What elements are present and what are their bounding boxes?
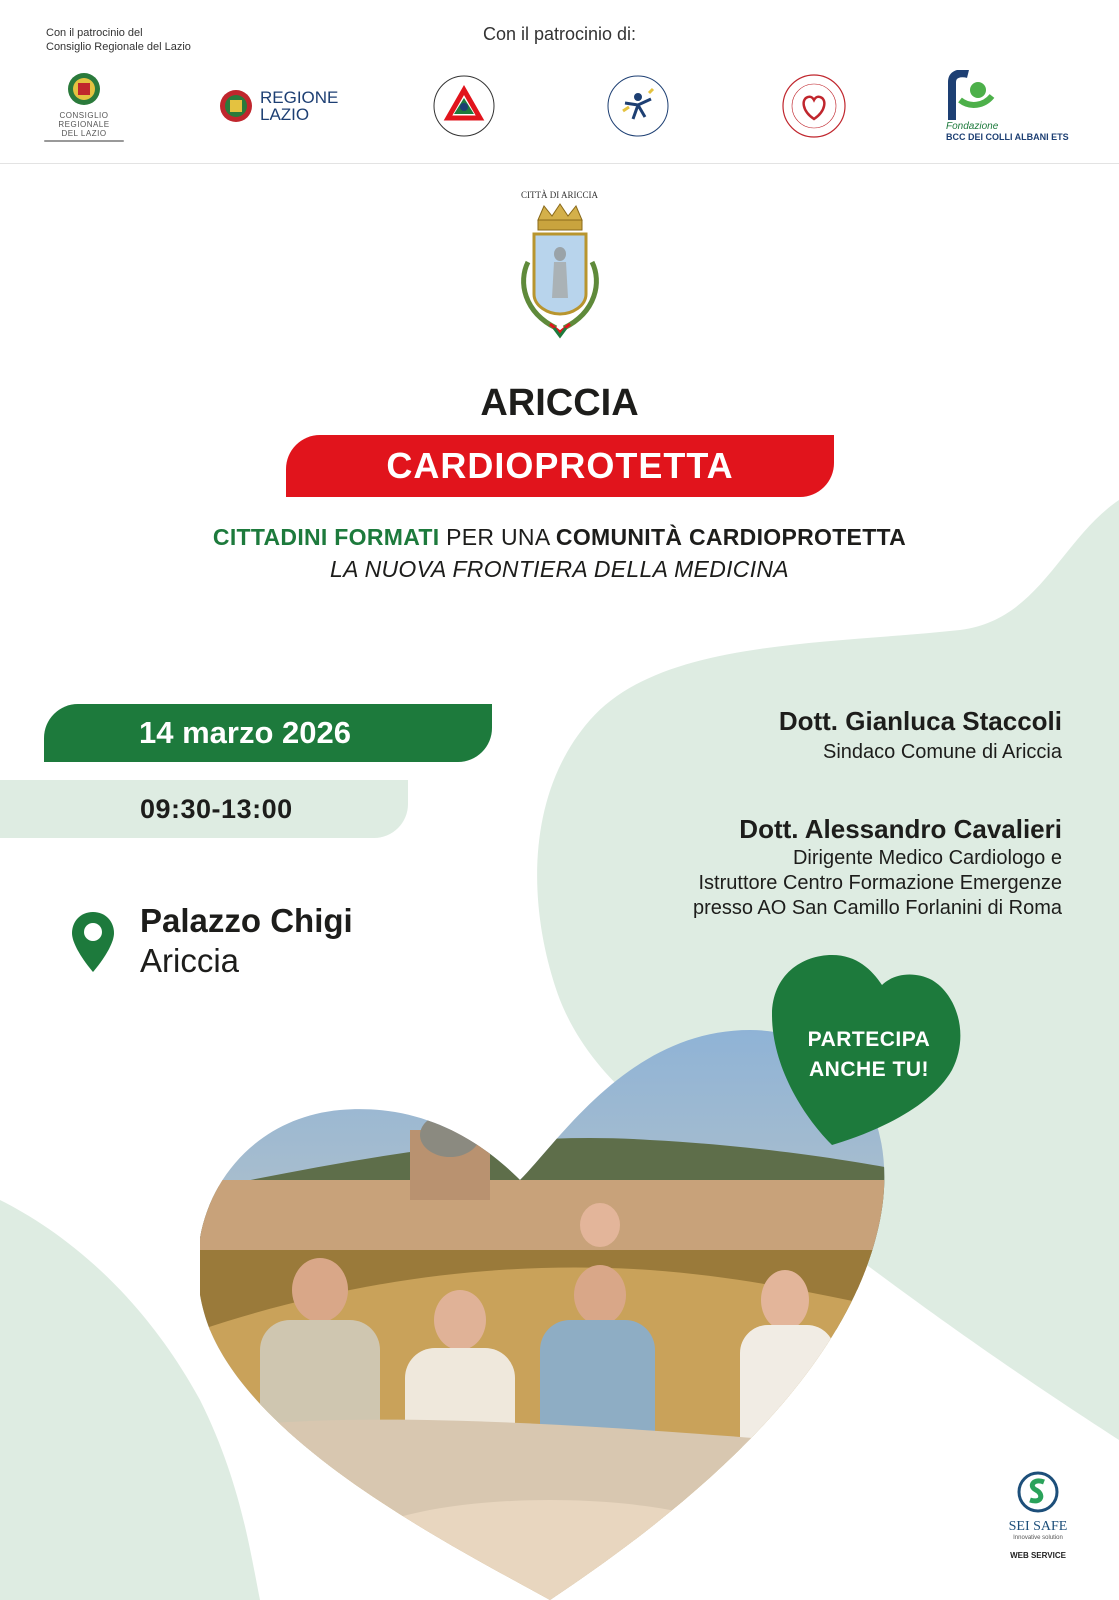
insieme-sociale-logo xyxy=(776,66,852,146)
sei-safe-brand xyxy=(998,1470,1078,1560)
event-date: 14 marzo 2026 xyxy=(139,715,351,750)
event-time: 09:30-13:00 xyxy=(140,793,293,824)
humanitas-icon xyxy=(603,71,673,141)
person-1 xyxy=(292,1258,348,1322)
venue-name: Palazzo Chigi xyxy=(140,902,353,939)
subtitle-italic: LA NUOVA FRONTIERA DELLA MEDICINA xyxy=(330,556,789,582)
sponsor-header xyxy=(0,0,1119,164)
speaker-2-role: Dirigente Medico Cardiologo e Istruttore Centro Formazione Emergenze presso AO San Camillo Forlanini di Roma xyxy=(692,847,1062,919)
subtitle-strong: COMUNITÀ CARDIOPROTETTA xyxy=(555,524,907,550)
speaker-1-name: Dott. Gianluca Staccoli xyxy=(778,706,1062,736)
humanitas-logo xyxy=(600,66,676,146)
location-pin-icon xyxy=(70,910,116,974)
heart-circle-icon xyxy=(777,69,851,143)
subtitle xyxy=(0,524,1119,551)
consiglio-regionale-logo: CONSIGLIO REGIONALE DEL LAZIO xyxy=(44,66,124,146)
brand-tagline: Innovative solution xyxy=(1013,1535,1063,1541)
brand-name: SEI SAFE xyxy=(1008,1519,1068,1534)
region-shield-icon xyxy=(66,71,102,107)
brand-service: WEB SERVICE xyxy=(1010,1551,1066,1560)
photo-dome xyxy=(420,1113,480,1157)
child xyxy=(580,1203,620,1247)
speaker-2-name: Dott. Alessandro Cavalieri xyxy=(739,814,1062,844)
protezione-civile-icon xyxy=(426,68,502,144)
regione-lazio-logo: REGIONE LAZIO xyxy=(218,66,348,146)
person-2 xyxy=(434,1290,486,1350)
patronage-center: Con il patrocinio di: xyxy=(482,24,637,44)
subtitle-connector: PER UNA xyxy=(439,524,556,550)
crest-caption: CITTÀ DI ARICCIA xyxy=(521,190,598,200)
speaker-1-role: Sindaco Comune di Ariccia xyxy=(822,741,1062,763)
protezione-civile-logo xyxy=(426,66,502,146)
time-pill xyxy=(0,780,408,838)
person-3 xyxy=(574,1265,626,1325)
cta-heart-badge xyxy=(772,955,966,1145)
city-crest-icon xyxy=(510,202,610,342)
patronage-left: Con il patrocinio del Consiglio Regionale del Lazio xyxy=(46,27,191,53)
person-4 xyxy=(761,1270,809,1330)
sei-safe-logo-icon xyxy=(1016,1470,1060,1514)
title-banner xyxy=(286,435,834,497)
title-cardioprotetta: CARDIOPROTETTA xyxy=(386,445,734,486)
title-ariccia: ARICCIA xyxy=(480,382,639,424)
cta-line-1: PARTECIPA xyxy=(807,1028,931,1051)
regione-lazio-icon xyxy=(218,88,254,124)
venue-city: Ariccia xyxy=(140,942,240,979)
date-pill xyxy=(44,704,492,762)
fondazione-bcc-logo: Fondazione BCC DEI COLLI ALBANI ETS xyxy=(946,66,1076,146)
cta-line-2: ANCHE TU! xyxy=(809,1058,929,1081)
subtitle-highlight: CITTADINI FORMATI xyxy=(212,524,440,550)
fondazione-icon xyxy=(946,70,996,122)
